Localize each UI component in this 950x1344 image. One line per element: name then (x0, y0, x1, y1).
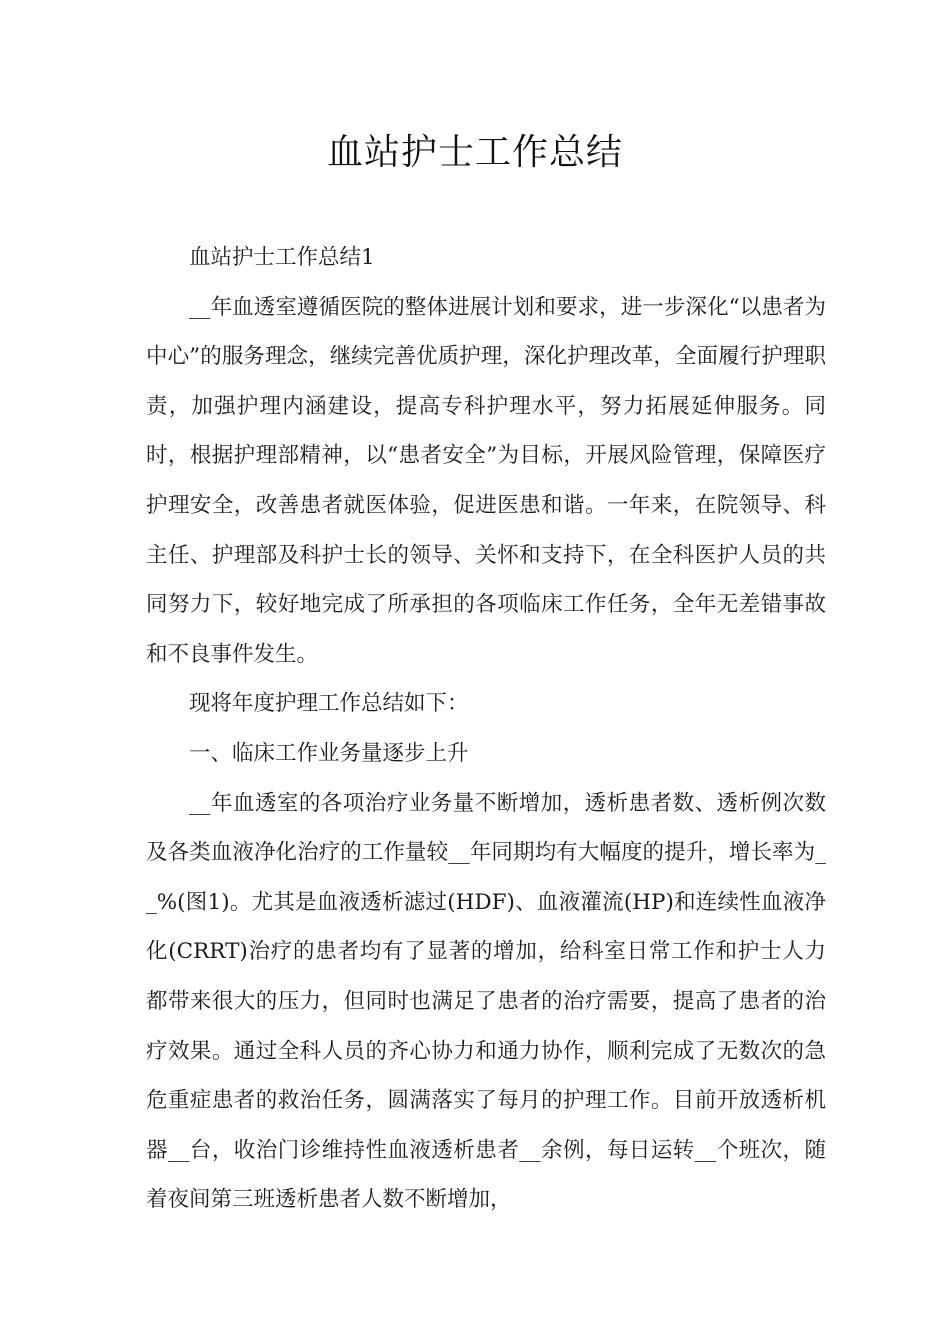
paragraph: __年血透室遵循医院的整体进展计划和要求，进一步深化“以患者为中心”的服务理念，继续完善优质护理，深化护理改革，全面履行护理职责，加强护理内涵建设，提高专科护理水平，努力拓展延伸服务。同时，根据护理部精神，以“患者安全”为目标，开展风险管理，保障医疗护理安全，改善患者就医体验，促进医患和谐。一年来，在院领导、科主任、护理部及科护士长的领导、关怀和支持下，在全科医护人员的共同努力下，较好地完成了所承担的各项临床工作任务，全年无差错事故和不良事件发生。 (146, 294, 826, 667)
paragraph: __年血透室的各项治疗业务量不断增加，透析患者数、透析例次数及各类血液净化治疗的工作量较__年同期均有大幅度的提升，增长率为__%(图1)。尤其是血液透析滤过(HDF)、血液灌流(HP)和连续性血液净化(CRRT)治疗的患者均有了显著的增加，给科室日常工作和护士人力都带来很大的压力，但同时也满足了患者的治疗需要，提高了患者的治疗效果。通过全科人员的齐心协力和通力协作，顺利完成了无数次的急危重症患者的救治任务，圆满落实了每月的护理工作。目前开放透析机器__台，收治门诊维持性血液透析患者__余例，每日运转__个班次，随着夜间第三班透析患者人数不断增加， (146, 790, 826, 1213)
section-heading: 血站护士工作总结1 (189, 245, 375, 270)
section-heading: 一、临床工作业务量逐步上升 (189, 740, 469, 766)
document-body (146, 233, 826, 1225)
document-title: 血站护士工作总结 (326, 132, 623, 173)
paragraph: 现将年度护理工作总结如下： (189, 691, 469, 717)
